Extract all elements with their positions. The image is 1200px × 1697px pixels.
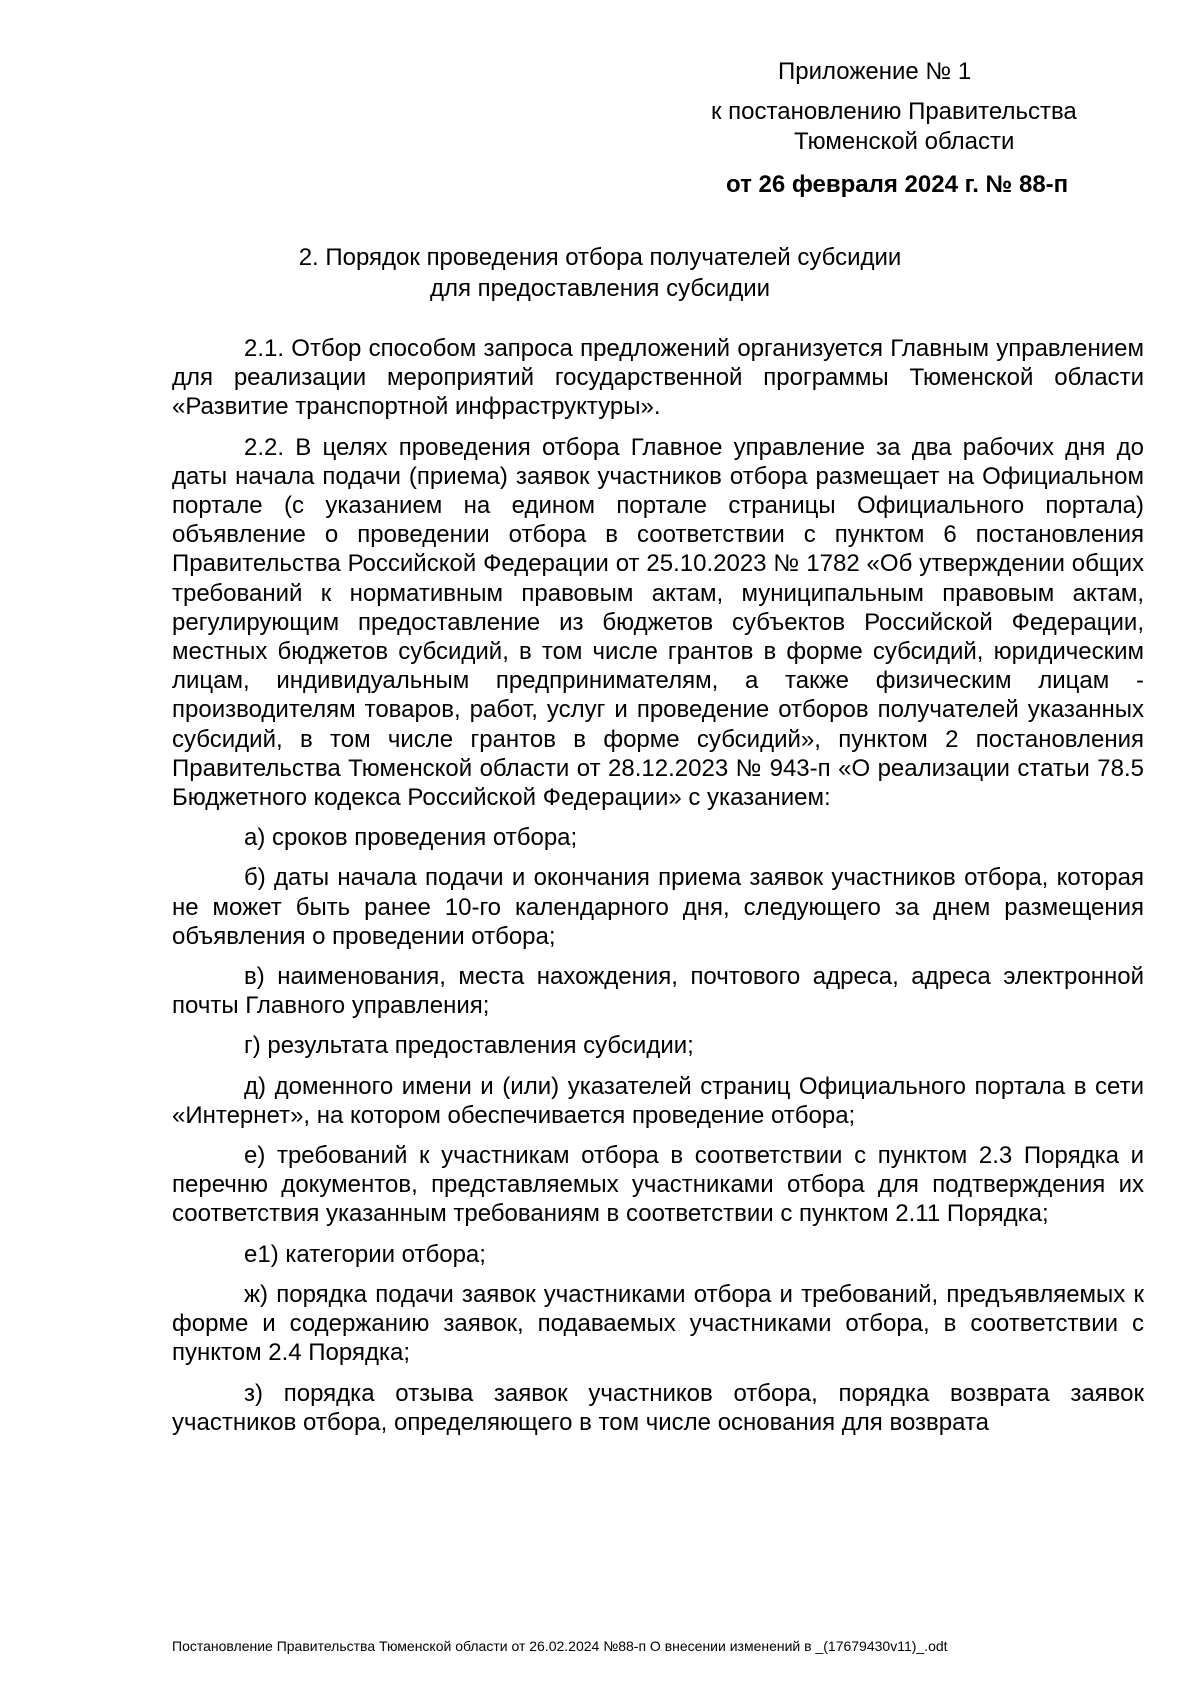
appendix-region-line: Тюменской области [794,128,1015,155]
item-v: в) наименования, места нахождения, почтового адреса, адреса электронной почты Главного управления; [172,963,1144,1020]
appendix-date-number: от 26 февраля 2024 г. № 88-п [726,171,1069,198]
item-a: а) сроков проведения отбора; [244,824,578,852]
paragraph-2-2: 2.2. В целях проведения отбора Главное управление за два рабочих дня до даты начала подачи (приема) заявок участников отбора размещает на Официальном портале (с указанием на едином портале страницы Официального портала) объявление о проведении отбора в соответствии с пунктом 6 постановления Правительства Российской Федерации от 25.10.2023 № 1782 «Об утверждении общих требований к нормативным правовым актам, муниципальным правовым актам, регулирующим предоставление из бюджетов субъектов Российской Федерации, местных бюджетов субсидий, в том числе грантов в форме субсидий, юридическим лицам, индивидуальным предпринимателям, а также физическим лицам - производителям товаров, работ, услуг и проведение отборов получателей указанных субсидий, в том числе грантов в форме субсидий», пунктом 2 постановления Правительства Тюменской области от 28.12.2023 № 943-п «О реализации статьи 78.5 Бюджетного кодекса Российской Федерации» с указанием: [172,433,1144,812]
item-zh: ж) порядка подачи заявок участниками отбора и требований, предъявляемых к форме и содержанию заявок, подаваемых участниками отбора, в соответствии с пунктом 2.4 Порядка; [172,1280,1144,1367]
page-footer: Постановление Правительства Тюменской области от 26.02.2024 №88-п О внесении изменений в _(17679430v11)_.odt [172,1638,948,1654]
item-b: б) даты начала подачи и окончания приема заявок участников отбора, которая не может быть ранее 10-го календарного дня, следующего за днем размещения объявления о проведении отбора; [172,864,1144,950]
item-e: е) требований к участникам отбора в соответствии с пунктом 2.3 Порядка и перечню документов, представляемых участниками отбора для подтверждения их соответствия указанным требованиям в соответствии с пунктом 2.11 Порядка; [172,1142,1144,1228]
section-title-line-2: для предоставления субсидии [429,275,771,302]
item-d: д) доменного имени и (или) указателей страниц Официального портала в сети «Интернет», на котором обеспечивается проведение отбора; [172,1072,1144,1129]
item-g: г) результата предоставления субсидии; [244,1032,694,1060]
paragraph-2-1: 2.1. Отбор способом запроса предложений организуется Главным управлением для реализации мероприятий государственной программы Тюменской области «Развитие транспортной инфраструктуры». [172,335,1144,421]
document-body [172,334,1144,1448]
section-title-line-1: 2. Порядок проведения отбора получателей субсидии [298,244,902,271]
item-z: з) порядка отзыва заявок участников отбора, порядка возврата заявок участников отбора, определяющего в том числе основания для возврата [172,1379,1144,1436]
item-e1: е1) категории отбора; [244,1240,486,1268]
appendix-resolution-line: к постановлению Правительства [711,98,1077,125]
appendix-title: Приложение № 1 [778,58,972,85]
section-title [170,242,1030,304]
